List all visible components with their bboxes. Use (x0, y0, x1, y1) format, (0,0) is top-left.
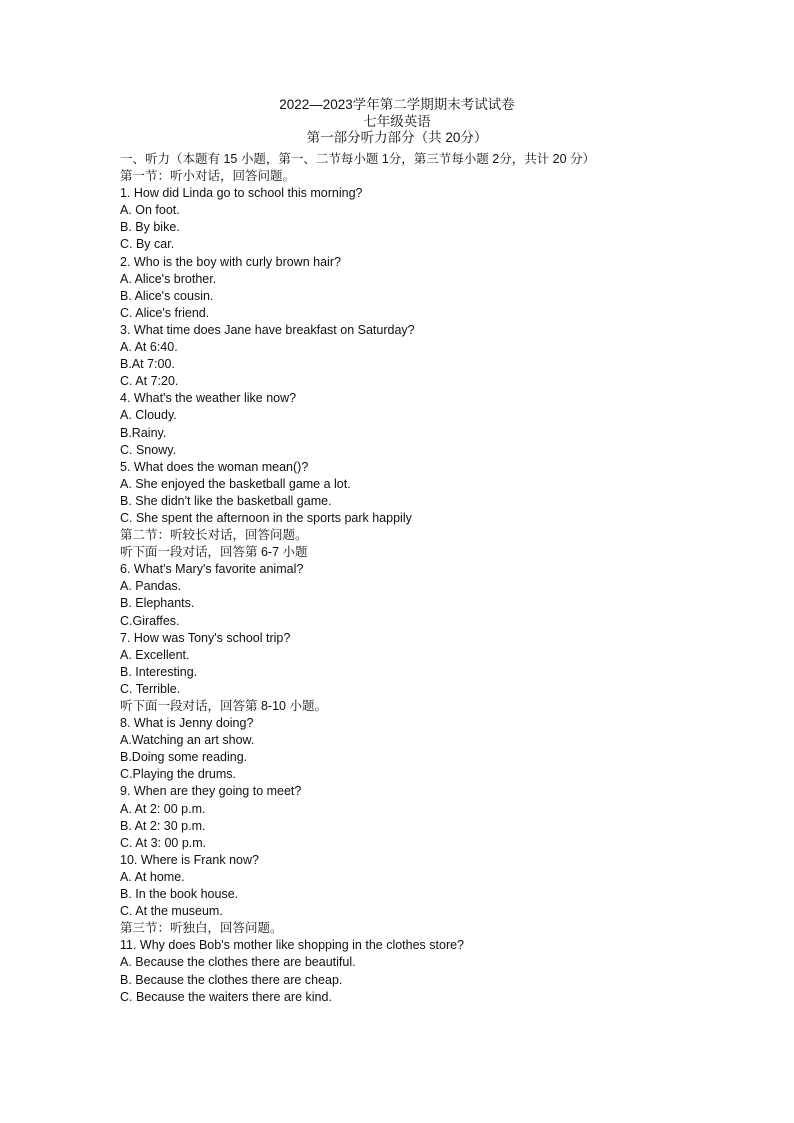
option-line: B.Doing some reading. (120, 750, 248, 765)
option-line: A. Cloudy. (120, 408, 177, 423)
option-line: C. Terrible. (120, 681, 181, 696)
option-line: A. At 6:40. (120, 340, 178, 355)
section-heading: 第二节：听较长对话，回答问题。 (120, 528, 308, 543)
option-line: A. Excellent. (120, 647, 190, 662)
option-line: B. By bike. (120, 220, 180, 235)
question-line: 4. What's the weather like now? (120, 391, 297, 406)
section-heading: 听下面一段对话，回答第 8-10 小题。 (120, 699, 327, 713)
option-line: B. At 2: 30 p.m. (120, 818, 206, 833)
exam-header (0, 97, 794, 147)
option-line: C. Snowy. (120, 442, 177, 457)
question-line: 1. How did Linda go to school this morning? (120, 186, 363, 201)
question-line: 2. Who is the boy with curly brown hair? (120, 254, 341, 269)
option-line: A. Because the clothes there are beautiful. (120, 955, 356, 970)
option-line: B. In the book house. (120, 887, 239, 902)
option-line: B. Because the clothes there are cheap. (120, 972, 343, 987)
option-line: A. At 2: 00 p.m. (120, 801, 206, 816)
exam-content (120, 151, 780, 1006)
section-heading: 第三节：听独白，回答问题。 (120, 921, 283, 936)
option-line: B. Elephants. (120, 596, 195, 611)
exam-part-title: 第一部分听力部分（共 20分） (306, 130, 488, 145)
option-line: A. She enjoyed the basketball game a lot. (120, 476, 351, 491)
option-line: C. Because the waiters there are kind. (120, 989, 332, 1004)
question-line: 5. What does the woman mean()? (120, 459, 309, 474)
option-line: A. Alice's brother. (120, 271, 217, 286)
option-line: C. Alice's friend. (120, 305, 210, 320)
option-line: A.Watching an art show. (120, 733, 255, 748)
option-line: C. At 7:20. (120, 374, 179, 389)
question-line: 7. How was Tony's school trip? (120, 630, 291, 645)
option-line: A. On foot. (120, 203, 180, 218)
option-line: C. She spent the afternoon in the sports park happily (120, 510, 412, 525)
question-line: 3. What time does Jane have breakfast on Saturday? (120, 322, 415, 337)
exam-subject: 七年级英语 (363, 113, 431, 129)
option-line: C.Giraffes. (120, 613, 180, 628)
option-line: C. At 3: 00 p.m. (120, 835, 207, 850)
option-line: A. At home. (120, 869, 185, 884)
option-line: C. At the museum. (120, 904, 223, 919)
question-line: 8. What is Jenny doing? (120, 716, 254, 731)
option-line: A. Pandas. (120, 579, 182, 594)
section-heading: 一、听力（本题有 15 小题，第一、二节每小题 1分，第三节每小题 2分，共计 20 分） (120, 152, 596, 166)
section-heading: 第一节：听小对话，回答问题。 (120, 169, 296, 184)
section-heading: 听下面一段对话，回答第 6-7 小题 (120, 545, 308, 560)
option-line: C.Playing the drums. (120, 767, 237, 782)
option-line: C. By car. (120, 237, 175, 252)
question-line: 11. Why does Bob's mother like shopping in the clothes store? (120, 938, 465, 953)
option-line: B.Rainy. (120, 425, 167, 440)
option-line: B.At 7:00. (120, 357, 175, 372)
question-line: 6. What's Mary's favorite animal? (120, 562, 304, 577)
question-line: 10. Where is Frank now? (120, 852, 259, 867)
option-line: B. Interesting. (120, 664, 198, 679)
exam-title: 2022—2023学年第二学期期末考试试卷 (279, 97, 515, 112)
question-line: 9. When are they going to meet? (120, 784, 302, 799)
option-line: B. She didn't like the basketball game. (120, 493, 332, 508)
option-line: B. Alice's cousin. (120, 288, 214, 303)
